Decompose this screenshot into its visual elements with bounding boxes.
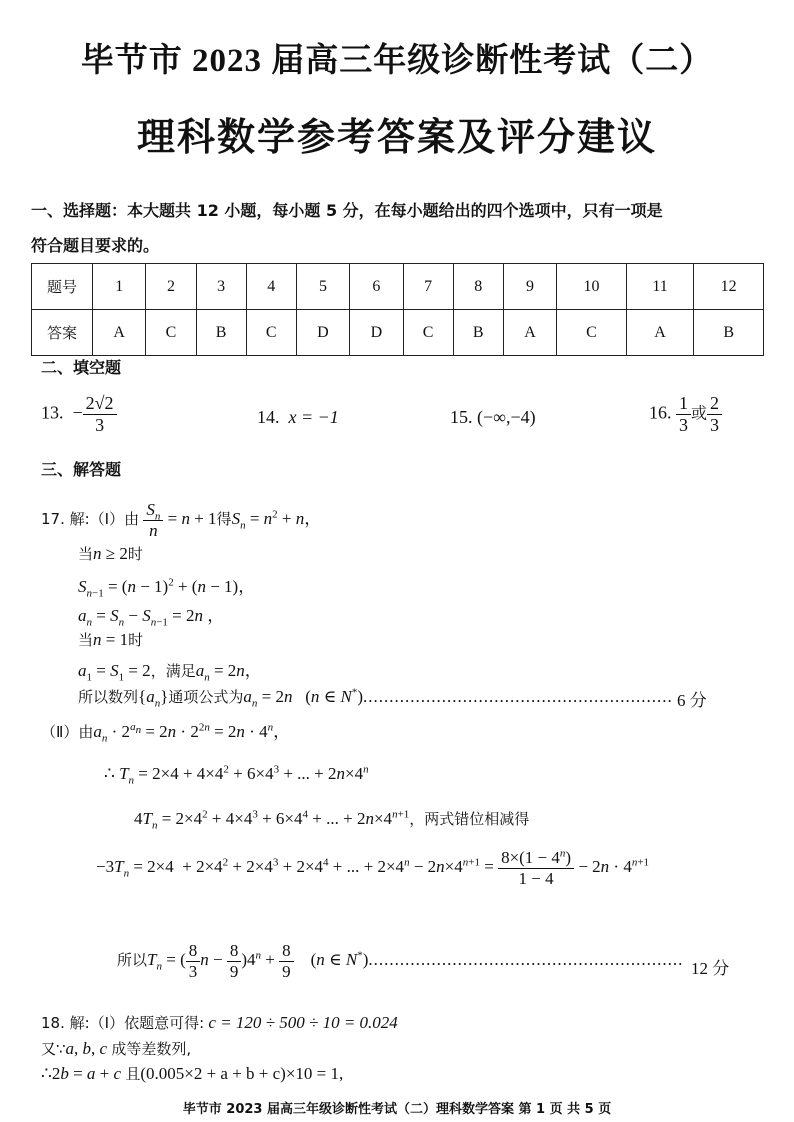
p17-line-9: ∴ $T_n = 2\times 4 + 4\times 4^2 + 6\times 4^3$ + ... + $2n\times 4^n$ bbox=[104, 763, 369, 787]
answer-key-title: 理科数学参考答案及评分建议 bbox=[136, 117, 657, 159]
table-cell: A bbox=[93, 310, 146, 356]
p17-line-10: $4T_n = 2\times 4^2 + 4\times 4^3 + 6\times 4^4$ + ... + $2n\times 4^{n+1}$，两式错位相减得 bbox=[134, 808, 530, 832]
table-cell: D bbox=[350, 310, 403, 356]
section2-heading: 二、填空题 bbox=[41, 358, 122, 377]
p17-line-4: $a_n = S_n - S_{n-1} = 2n$ ， bbox=[78, 606, 225, 629]
q16-fraction-2 bbox=[707, 393, 722, 435]
p18-and: 且 bbox=[125, 1065, 141, 1083]
p17-line-1: 17. 解:（Ⅰ）由 $\frac{S_n}{n}$ = n + 1得$S_n = n^2 + n$， bbox=[41, 500, 322, 540]
answer-14 bbox=[257, 407, 339, 428]
p17-line-8: （Ⅱ）由$a_n \cdot 2^{a_n} = 2n \cdot 2^{2n} = 2n \cdot 4^n$， bbox=[41, 721, 291, 745]
page-footer: 毕节市 2023 届高三年级诊断性考试（二）理科数学答案 第 1 页 共 5 页 bbox=[182, 1102, 612, 1117]
leader-dots: ........................................................... bbox=[363, 687, 673, 706]
answer-16 bbox=[649, 393, 722, 435]
part2-text: （Ⅱ）由 bbox=[41, 723, 94, 741]
row-label-answer: 答案 bbox=[32, 310, 93, 356]
p18-line-2: 又∵a, b, c 成等差数列, bbox=[41, 1039, 192, 1058]
when-tail: 时 bbox=[127, 545, 143, 563]
p18-intro: 18. 解:（Ⅰ）依题意可得: bbox=[41, 1014, 205, 1032]
q15-label: 15. bbox=[450, 407, 473, 427]
q16-f2-numerator: 2 bbox=[707, 393, 722, 415]
p18-therefore: ∴ bbox=[41, 1064, 52, 1083]
p17-line-11: $-3T_n = 2\times 4 + 2\times 4^2 + 2\times 4^3 + 2\times 4^4$ + ... + $2\times 4^n - 2n\times 4^{n+1}$ = $\frac{8\times(1 - 4^n)}{1 - 4}$ − $2n \cdot 4^{n+1}$ bbox=[96, 847, 650, 888]
answer-13: 13. − $\frac{2√2}{3}$ bbox=[41, 393, 117, 435]
row-label-question: 题号 bbox=[32, 264, 93, 310]
table-cell: 5 bbox=[296, 264, 349, 310]
table-cell: 3 bbox=[196, 264, 246, 310]
so-text: 所以数列 bbox=[78, 688, 139, 706]
table-cell: 11 bbox=[626, 264, 693, 310]
p17-intro: 17. 解:（Ⅰ）由 bbox=[41, 509, 140, 528]
p18-because: 又∵ bbox=[41, 1040, 66, 1058]
table-cell: 2 bbox=[146, 264, 196, 310]
table-cell: C bbox=[403, 310, 453, 356]
table-cell: D bbox=[296, 310, 349, 356]
section1-heading: 一、选择题：本大题共 12 小题，每小题 5 分，在每小题给出的四个选项中，只有一项是 bbox=[31, 201, 663, 220]
table-cell: 6 bbox=[350, 264, 403, 310]
section1-heading-cont: 符合题目要求的。 bbox=[31, 236, 160, 255]
exam-title: 毕节市 2023 届高三年级诊断性考试（二） bbox=[80, 43, 714, 79]
table-cell: C bbox=[246, 310, 296, 356]
q16-fraction-1 bbox=[676, 393, 691, 435]
p17-line-6: $a_1 = S_1 = 2$，满足$a_n = 2n$， bbox=[78, 661, 262, 684]
q14-label: 14. bbox=[257, 407, 280, 427]
answer-15 bbox=[450, 407, 536, 428]
q13-numerator: 2√2 bbox=[83, 393, 117, 415]
p18-eq2: (0.005×2 + a + b + c)×10 = 1, bbox=[140, 1064, 344, 1083]
q13-denominator: 3 bbox=[95, 414, 105, 435]
p17-line-3: $S_{n-1} = (n - 1)^2 + (n - 1)$， bbox=[78, 576, 256, 600]
table-cell: A bbox=[626, 310, 693, 356]
table-cell: 8 bbox=[453, 264, 503, 310]
p17-line-12: 所以$T_n$ = ( $\frac{8}{3}$ n − $\frac{8}{9}$ )$4^n$ + $\frac{8}{9}$ (n ∈ N*)............................................................ bbox=[117, 941, 684, 981]
when-label: 当 bbox=[78, 545, 94, 563]
subtract-text: ，两式错位相减得 bbox=[409, 810, 530, 828]
p18-line-1 bbox=[41, 1012, 398, 1033]
satisfy-text: ，满足 bbox=[150, 662, 196, 680]
section3-heading: 三、解答题 bbox=[41, 460, 122, 479]
when-tail-2: 时 bbox=[128, 631, 144, 649]
score-12: 12 分 bbox=[691, 959, 730, 978]
q13-label: 13. bbox=[41, 402, 64, 423]
question-number-row bbox=[32, 264, 764, 310]
p17-line-7: 所以数列$\{a_n\}$通项公式为$a_n = 2n$ (n ∈ N*)........................................................... bbox=[78, 686, 673, 710]
table-cell: 9 bbox=[503, 264, 556, 310]
table-cell: 1 bbox=[93, 264, 146, 310]
formula-text: 通项公式为 bbox=[168, 688, 244, 706]
table-cell: 10 bbox=[557, 264, 627, 310]
p18-arith-text: 成等差数列, bbox=[111, 1040, 192, 1058]
table-cell: C bbox=[557, 310, 627, 356]
so-final-text: 所以 bbox=[117, 950, 148, 969]
p17-line-5: 当n = 1时 bbox=[78, 630, 144, 649]
table-cell: B bbox=[694, 310, 764, 356]
table-cell: B bbox=[196, 310, 246, 356]
q16-f2-denominator: 3 bbox=[710, 414, 720, 435]
answer-table bbox=[31, 263, 764, 356]
q16-f1-denominator: 3 bbox=[679, 414, 688, 435]
q16-label: 16. bbox=[649, 402, 672, 423]
table-cell: C bbox=[146, 310, 196, 356]
q15-value: (−∞,−4) bbox=[477, 407, 536, 427]
q16-f1-numerator: 1 bbox=[676, 393, 691, 415]
leader-dots-2: ............................................................ bbox=[368, 949, 684, 969]
q13-fraction bbox=[83, 393, 117, 435]
when-label-2: 当 bbox=[78, 631, 94, 649]
table-cell: 4 bbox=[246, 264, 296, 310]
answer-row bbox=[32, 310, 764, 356]
p18-eq1: c = 120 ÷ 500 ÷ 10 = 0.024 bbox=[208, 1013, 398, 1032]
q16-or: 或 bbox=[691, 403, 708, 423]
table-cell: A bbox=[503, 310, 556, 356]
p17-line-2: 当n ≥ 2时 bbox=[78, 544, 143, 563]
table-cell: 12 bbox=[694, 264, 764, 310]
score-6: 6 分 bbox=[677, 691, 707, 710]
q14-value: x = −1 bbox=[288, 407, 339, 427]
p17-get: 得 bbox=[216, 509, 232, 528]
table-cell: B bbox=[453, 310, 503, 356]
p18-line-3: ∴2b = a + c 且(0.005×2 + a + b + c)×10 = 1, bbox=[41, 1064, 344, 1083]
table-cell: 7 bbox=[403, 264, 453, 310]
